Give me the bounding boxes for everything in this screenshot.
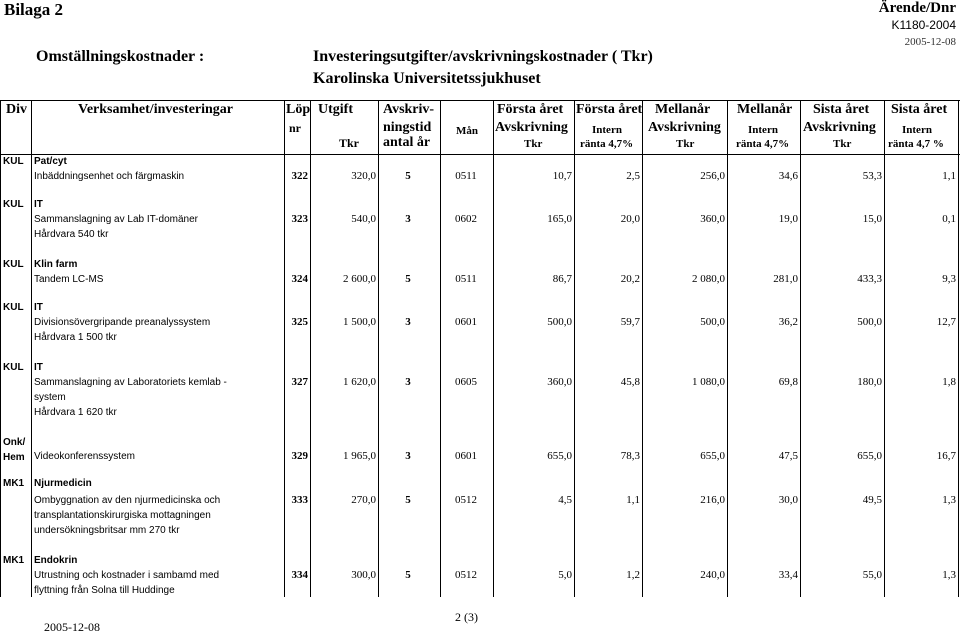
cell-mellan-avskrivning: 2 080,0 <box>692 273 725 285</box>
cell-forsta-avskrivning: 86,7 <box>552 273 572 285</box>
cell-forsta-ranta: 20,2 <box>620 273 640 285</box>
cell-mellan-ranta: 69,8 <box>778 376 798 388</box>
cell-utgift: 1 965,0 <box>343 450 376 462</box>
cell-forsta-avskrivning: 165,0 <box>547 213 572 225</box>
row-description: Tandem LC-MS <box>34 274 104 285</box>
cell-forsta-ranta: 1,2 <box>626 569 640 581</box>
cell-avskrivningstid: 3 <box>405 213 411 225</box>
page-number: 2 (3) <box>455 610 478 624</box>
col-header-forsta-aret-1: Första året <box>497 102 564 117</box>
row-description-line3: Hårdvara 1 620 tkr <box>34 407 117 418</box>
row-description: Sammanslagning av Laboratoriets kemlab - <box>34 377 227 388</box>
arende-number: K1180-2004 <box>891 18 956 32</box>
col-header-sista-tkr: Tkr <box>833 138 852 150</box>
cell-utgift: 270,0 <box>351 494 376 506</box>
col-header-utgift-tkr: Tkr <box>339 136 360 150</box>
col-header-forsta-ranta: ränta 4,7% <box>580 138 634 150</box>
group-div: KUL <box>3 199 24 210</box>
cell-mellan-avskrivning: 256,0 <box>700 170 725 182</box>
cell-mellan-ranta: 281,0 <box>773 273 798 285</box>
row-description-line2: transplantationskirurgiska mottagningen <box>34 510 211 521</box>
cell-sista-avskrivning: 655,0 <box>857 450 882 462</box>
cell-forsta-avskrivning: 10,7 <box>552 170 572 182</box>
cell-forsta-ranta: 78,3 <box>620 450 640 462</box>
cell-forsta-ranta: 1,1 <box>626 494 640 506</box>
group-name: Klin farm <box>34 259 78 270</box>
cell-lop: 323 <box>291 213 308 225</box>
row-description-line2: flyttning från Solna till Huddinge <box>34 585 175 596</box>
group-name: Endokrin <box>34 555 78 566</box>
col-header-sista-avskrivning: Avskrivning <box>803 120 876 135</box>
col-header-mellan-avskrivning: Avskrivning <box>648 120 721 135</box>
col-header-sista-intern: Intern <box>902 124 932 136</box>
col-header-mellan-tkr: Tkr <box>676 138 695 150</box>
col-header-antal-ar: antal år <box>383 135 431 150</box>
group-div: Onk/ <box>3 437 26 448</box>
cell-lop: 329 <box>291 450 308 462</box>
cell-utgift: 320,0 <box>351 170 376 182</box>
col-border <box>727 100 728 597</box>
cell-forsta-ranta: 2,5 <box>626 170 640 182</box>
cell-sista-ranta: 1,3 <box>942 569 956 581</box>
cell-sista-avskrivning: 433,3 <box>857 273 882 285</box>
col-border <box>574 100 575 597</box>
header-date: 2005-12-08 <box>904 36 956 48</box>
cell-lop: 333 <box>291 494 308 506</box>
cell-forsta-avskrivning: 5,0 <box>558 569 572 581</box>
cell-forsta-avskrivning: 655,0 <box>547 450 572 462</box>
cell-sista-ranta: 1,1 <box>942 170 956 182</box>
cell-sista-ranta: 12,7 <box>936 316 956 328</box>
cell-utgift: 2 600,0 <box>343 273 376 285</box>
cell-manad: 0602 <box>455 213 477 225</box>
row-description: Divisionsövergripande preanalyssystem <box>34 317 211 328</box>
row-description-line2: Hårdvara 540 tkr <box>34 229 109 240</box>
cell-sista-ranta: 1,8 <box>942 376 956 388</box>
col-header-div: Div <box>6 102 27 117</box>
cell-manad: 0512 <box>455 494 477 506</box>
col-header-mellanar-1: Mellanår <box>655 102 711 117</box>
col-header-sista-ranta: ränta 4,7 % <box>888 138 944 150</box>
col-header-forsta-avskrivning: Avskrivning <box>495 120 568 135</box>
col-header-forsta-intern: Intern <box>592 124 622 136</box>
cell-mellan-ranta: 33,4 <box>778 569 798 581</box>
row-description: Ombyggnation av den njurmedicinska och <box>34 495 221 506</box>
cell-sista-ranta: 9,3 <box>942 273 956 285</box>
col-border <box>800 100 801 597</box>
col-border <box>642 100 643 597</box>
left-title: Omställningskostnader : <box>36 48 205 65</box>
cell-avskrivningstid: 3 <box>405 316 411 328</box>
cell-utgift: 1 620,0 <box>343 376 376 388</box>
group-name: IT <box>34 362 43 373</box>
row-description-line3: undersökningsbritsar mm 270 tkr <box>34 525 180 536</box>
col-border <box>493 100 494 597</box>
group-div: MK1 <box>3 478 25 489</box>
bilaga-label: Bilaga 2 <box>4 0 64 19</box>
row-description-line2: system <box>34 392 66 403</box>
cell-forsta-avskrivning: 500,0 <box>547 316 572 328</box>
row-description: Sammanslagning av Lab IT-domäner <box>34 214 198 225</box>
cell-avskrivningstid: 5 <box>405 494 411 506</box>
cell-lop: 327 <box>291 376 308 388</box>
group-div: KUL <box>3 156 24 167</box>
cell-manad: 0601 <box>455 450 477 462</box>
col-header-lop: Löp <box>286 102 311 117</box>
cell-sista-avskrivning: 15,0 <box>862 213 882 225</box>
arende-label: Ärende/Dnr <box>878 0 956 16</box>
col-border <box>284 100 285 597</box>
row-description: Videokonferenssystem <box>34 451 135 462</box>
col-header-mellan-intern: Intern <box>748 124 778 136</box>
cell-manad: 0511 <box>455 273 477 285</box>
cell-sista-avskrivning: 49,5 <box>862 494 882 506</box>
col-header-verksamhet: Verksamhet/investeringar <box>78 102 234 117</box>
cell-mellan-avskrivning: 1 080,0 <box>692 376 725 388</box>
group-div: KUL <box>3 302 24 313</box>
cell-manad: 0601 <box>455 316 477 328</box>
cell-utgift: 1 500,0 <box>343 316 376 328</box>
col-border <box>958 100 959 597</box>
cell-manad: 0512 <box>455 569 477 581</box>
cell-forsta-avskrivning: 4,5 <box>558 494 572 506</box>
row-description: Inbäddningsenhet och färgmaskin <box>34 171 185 182</box>
cell-forsta-avskrivning: 360,0 <box>547 376 572 388</box>
group-div: KUL <box>3 259 24 270</box>
group-name: Njurmedicin <box>34 478 92 489</box>
col-header-ningstid: ningstid <box>383 120 432 135</box>
col-border <box>884 100 885 597</box>
header-bottom-border <box>0 154 960 155</box>
cell-sista-ranta: 1,3 <box>942 494 956 506</box>
cell-forsta-ranta: 20,0 <box>620 213 640 225</box>
cell-sista-avskrivning: 55,0 <box>862 569 882 581</box>
cell-sista-avskrivning: 53,3 <box>862 170 882 182</box>
col-header-man: Mån <box>456 125 478 137</box>
cell-avskrivningstid: 5 <box>405 170 411 182</box>
group-div-2: Hem <box>3 452 25 463</box>
cell-lop: 322 <box>291 170 308 182</box>
col-header-forsta-tkr: Tkr <box>524 138 543 150</box>
table-top-border <box>0 100 960 101</box>
row-description-line2: Hårdvara 1 500 tkr <box>34 332 117 343</box>
cell-forsta-ranta: 45,8 <box>620 376 640 388</box>
group-name: IT <box>34 302 43 313</box>
cell-mellan-avskrivning: 655,0 <box>700 450 725 462</box>
cell-avskrivningstid: 3 <box>405 450 411 462</box>
cell-manad: 0605 <box>455 376 477 388</box>
cell-mellan-ranta: 30,0 <box>778 494 798 506</box>
cell-lop: 325 <box>291 316 308 328</box>
cell-manad: 0511 <box>455 170 477 182</box>
cell-avskrivningstid: 5 <box>405 273 411 285</box>
cell-sista-ranta: 0,1 <box>942 213 956 225</box>
cell-mellan-ranta: 36,2 <box>778 316 798 328</box>
cell-mellan-avskrivning: 216,0 <box>700 494 725 506</box>
col-header-mellan-ranta: ränta 4,7% <box>736 138 790 150</box>
cell-mellan-ranta: 19,0 <box>778 213 798 225</box>
cell-sista-avskrivning: 500,0 <box>857 316 882 328</box>
col-header-avskriv: Avskriv- <box>383 102 435 117</box>
group-name: Pat/cyt <box>34 156 67 167</box>
cell-mellan-ranta: 47,5 <box>778 450 798 462</box>
col-header-sista-aret-2: Sista året <box>891 102 948 117</box>
cell-mellan-avskrivning: 500,0 <box>700 316 725 328</box>
cell-lop: 324 <box>291 273 308 285</box>
row-description: Utrustning och kostnader i sambamd med <box>34 570 220 581</box>
col-border <box>0 100 1 597</box>
col-header-forsta-aret-2: Första året <box>576 102 643 117</box>
cell-utgift: 540,0 <box>351 213 376 225</box>
cell-sista-avskrivning: 180,0 <box>857 376 882 388</box>
cell-utgift: 300,0 <box>351 569 376 581</box>
main-title: Investeringsutgifter/avskrivningskostnader ( Tkr) <box>313 48 653 65</box>
cell-mellan-avskrivning: 360,0 <box>700 213 725 225</box>
cell-sista-ranta: 16,7 <box>936 450 956 462</box>
cell-avskrivningstid: 5 <box>405 569 411 581</box>
group-div: KUL <box>3 362 24 373</box>
cell-mellan-ranta: 34,6 <box>778 170 798 182</box>
cell-forsta-ranta: 59,7 <box>620 316 640 328</box>
footer-date: 2005-12-08 <box>44 620 100 634</box>
col-border <box>310 100 311 597</box>
col-header-mellanar-2: Mellanår <box>737 102 793 117</box>
col-header-utgift: Utgift <box>318 102 353 117</box>
col-border <box>31 100 32 597</box>
cell-avskrivningstid: 3 <box>405 376 411 388</box>
col-border <box>378 100 379 597</box>
cell-lop: 334 <box>291 569 308 581</box>
sub-title: Karolinska Universitetssjukhuset <box>313 70 541 87</box>
col-header-lop-nr: nr <box>289 121 301 135</box>
group-name: IT <box>34 199 43 210</box>
col-border <box>440 100 441 597</box>
cell-mellan-avskrivning: 240,0 <box>700 569 725 581</box>
group-div: MK1 <box>3 555 25 566</box>
col-header-sista-aret-1: Sista året <box>813 102 870 117</box>
